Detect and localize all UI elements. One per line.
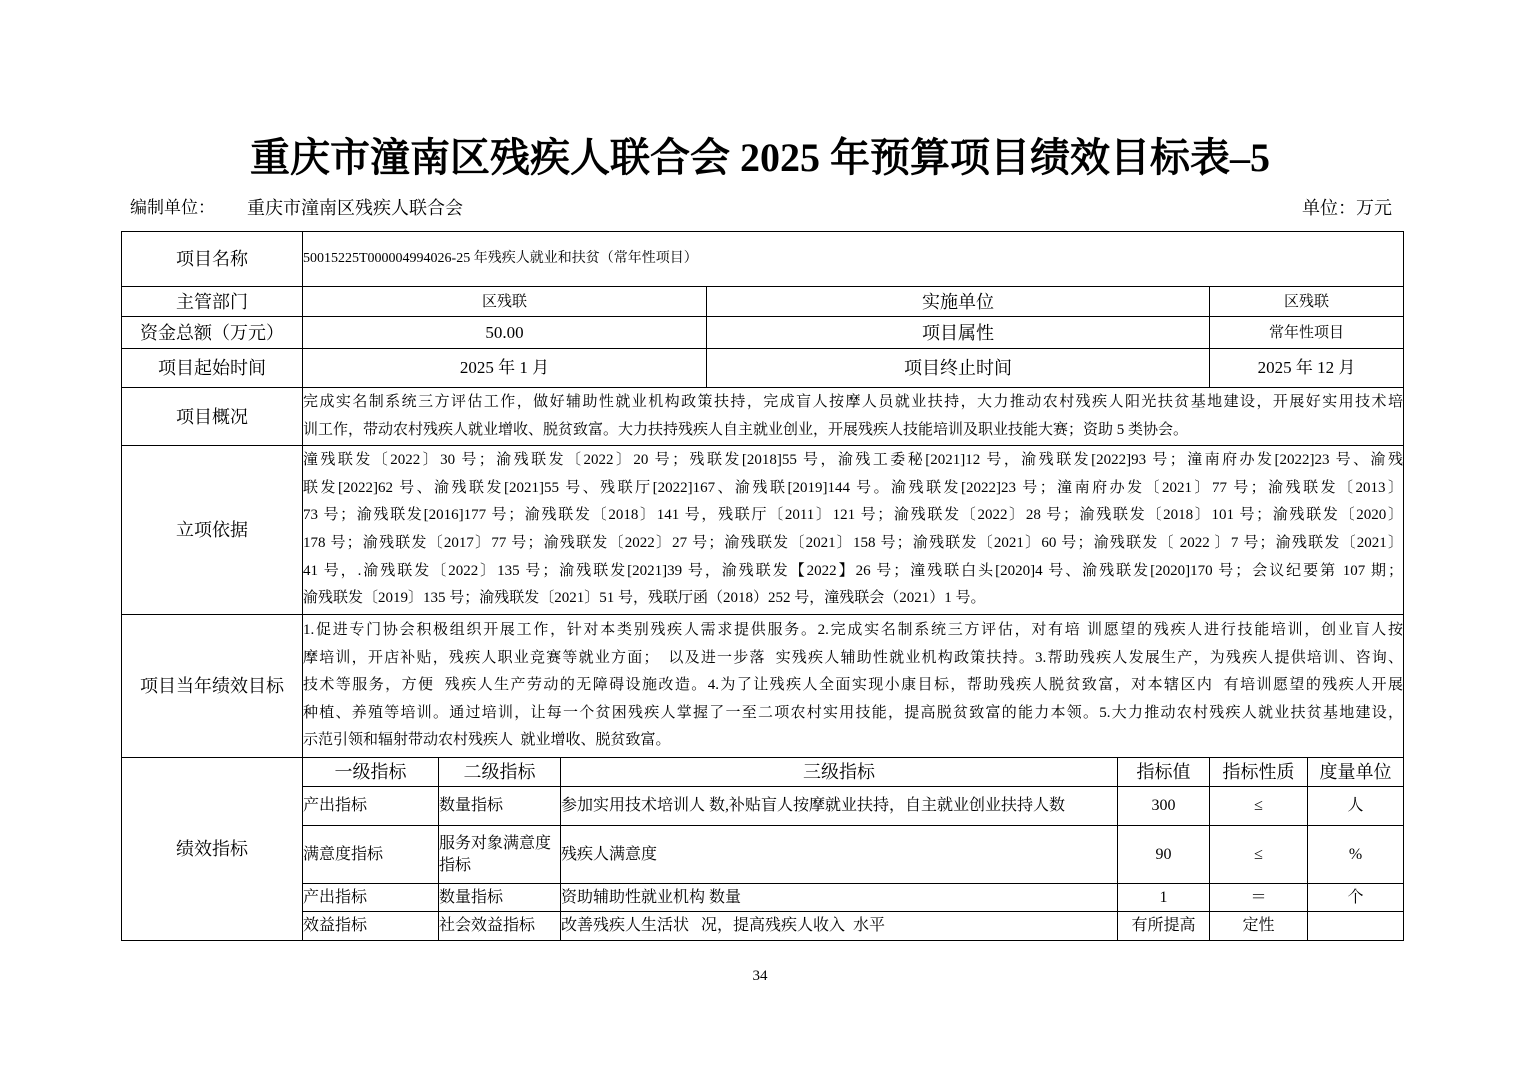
indicator-nature: ≤ bbox=[1210, 787, 1308, 826]
row-annual-goals bbox=[122, 615, 1404, 758]
annual-goals-line: 1.促进专门协会积极组织开展工作，针对本类别残疾人需求提供服务。2.完成实名制系统三方评估，对有培 训愿望的残疾人进行技能培训，创业盲人按 bbox=[303, 622, 1403, 639]
row-funds bbox=[122, 317, 1404, 349]
indicator-level2: 数量指标 bbox=[439, 787, 561, 826]
annual-goals-label: 项目当年绩效目标 bbox=[122, 615, 303, 758]
start-time-label: 项目起始时间 bbox=[122, 349, 303, 388]
indicator-header-value: 指标值 bbox=[1118, 758, 1210, 787]
overview-line: 训工作，带动农村残疾人就业增收、脱贫致富。大力扶持残疾人自主就业创业，开展残疾人技能培训及职业技能大赛；资助 5 类协会。 bbox=[303, 421, 1189, 438]
project-attribute-label: 项目属性 bbox=[707, 317, 1210, 349]
basis-line: 41 号，.渝残联发〔2022〕135 号；渝残联发[2021]39 号，渝残联发【2022】26 号；潼残联白头[2020]4 号、渝残联发[2020]170 号；会议纪要第 107 期； bbox=[303, 562, 1403, 579]
org-value: 重庆市潼南区残疾人联合会 bbox=[247, 198, 463, 218]
indicator-level3: 参加实用技术培训人 数,补贴盲人按摩就业扶持，自主就业创业扶持人数 bbox=[561, 787, 1118, 826]
indicators-label: 绩效指标 bbox=[122, 758, 303, 941]
annual-goals-text bbox=[303, 615, 1404, 758]
page-title: 重庆市潼南区残疾人联合会 2025 年预算项目绩效目标表–5 bbox=[250, 135, 1270, 180]
end-time-value: 2025 年 12 月 bbox=[1210, 349, 1404, 388]
indicator-header-unit: 度量单位 bbox=[1308, 758, 1404, 787]
implementer-label: 实施单位 bbox=[707, 287, 1210, 317]
overview-text bbox=[303, 388, 1404, 446]
indicator-unit: 个 bbox=[1308, 884, 1404, 912]
indicator-unit: % bbox=[1308, 826, 1404, 884]
indicator-row bbox=[122, 884, 1404, 912]
indicator-header-nature: 指标性质 bbox=[1210, 758, 1308, 787]
indicator-value: 有所提高 bbox=[1118, 912, 1210, 941]
indicator-level1: 效益指标 bbox=[303, 912, 439, 941]
indicator-value: 300 bbox=[1118, 787, 1210, 826]
department-label: 主管部门 bbox=[122, 287, 303, 317]
department-value: 区残联 bbox=[303, 287, 707, 317]
project-name-label: 项目名称 bbox=[122, 232, 303, 287]
org-label: 编制单位： bbox=[130, 198, 215, 217]
indicator-nature: 定性 bbox=[1210, 912, 1308, 941]
indicator-header-level1: 一级指标 bbox=[303, 758, 439, 787]
project-name-value: 50015225T000004994026-25 年残疾人就业和扶贫（常年性项目） bbox=[303, 232, 1404, 287]
row-basis bbox=[122, 446, 1404, 615]
indicator-level2: 服务对象满意度指标 bbox=[439, 826, 561, 884]
performance-target-table bbox=[121, 231, 1404, 941]
indicator-level2: 社会效益指标 bbox=[439, 912, 561, 941]
indicator-value: 90 bbox=[1118, 826, 1210, 884]
indicator-row bbox=[122, 826, 1404, 884]
project-attribute-value: 常年性项目 bbox=[1210, 317, 1404, 349]
page-number: 34 bbox=[752, 968, 768, 984]
row-time bbox=[122, 349, 1404, 388]
indicator-row bbox=[122, 912, 1404, 941]
basis-line: 潼残联发〔2022〕30 号；渝残联发〔2022〕20 号；残联发[2018]55 号，渝残工委秘[2021]12 号，渝残联发[2022]93 号；潼南府办发[2022]23 号、渝残 bbox=[303, 452, 1403, 469]
indicator-level1: 产出指标 bbox=[303, 884, 439, 912]
indicator-unit bbox=[1308, 912, 1404, 941]
annual-goals-line: 示范引领和辐射带动农村残疾人 就业增收、脱贫致富。 bbox=[303, 732, 671, 749]
indicator-row bbox=[122, 787, 1404, 826]
basis-line: 渝残联发〔2019〕135 号；渝残联发〔2021〕51 号，残联厅函（2018）252 号，潼残联会（2021）1 号。 bbox=[303, 590, 986, 607]
indicator-level3: 改善残疾人生活状 况，提高残疾人收入 水平 bbox=[561, 912, 1118, 941]
start-time-value: 2025 年 1 月 bbox=[303, 349, 707, 388]
indicator-level3: 残疾人满意度 bbox=[561, 826, 1118, 884]
row-overview bbox=[122, 388, 1404, 446]
indicator-nature: ≤ bbox=[1210, 826, 1308, 884]
indicator-value: 1 bbox=[1118, 884, 1210, 912]
basis-text bbox=[303, 446, 1404, 615]
indicator-header-level3: 三级指标 bbox=[561, 758, 1118, 787]
indicator-level3: 资助辅助性就业机构 数量 bbox=[561, 884, 1118, 912]
basis-line: 73 号；渝残联发[2016]177 号；渝残联发〔2018〕141 号，残联厅〔2011〕121 号；渝残联发〔2022〕28 号；渝残联发〔2018〕101 号；渝残联发〔2020〕 bbox=[303, 507, 1403, 524]
annual-goals-line: 摩培训，开店补贴，残疾人职业竞赛等就业方面； 以及进一步落 实残疾人辅助性就业机构政策扶持。3.帮助残疾人发展生产，为残疾人提供培训、咨询、 bbox=[303, 649, 1403, 666]
basis-line: 联发[2022]62 号、渝残联发[2021]55 号、残联厅[2022]167、渝残联[2019]144 号。渝残联发[2022]23 号；潼南府办发〔2021〕77 号；渝残联发〔2013〕 bbox=[303, 479, 1403, 496]
row-department bbox=[122, 287, 1404, 317]
basis-line: 178 号；渝残联发〔2017〕77 号；渝残联发〔2022〕27 号；渝残联发〔2021〕158 号；渝残联发〔2021〕60 号；渝残联发〔 2022 〕7 号；渝残联发〔2021〕 bbox=[303, 535, 1403, 551]
total-funds-label: 资金总额（万元） bbox=[122, 317, 303, 349]
indicator-level1: 满意度指标 bbox=[303, 826, 439, 884]
unit-label: 单位：万元 bbox=[1302, 198, 1392, 218]
total-funds-value: 50.00 bbox=[303, 317, 707, 349]
implementer-value: 区残联 bbox=[1210, 287, 1404, 317]
indicator-level1: 产出指标 bbox=[303, 787, 439, 826]
basis-label: 立项依据 bbox=[122, 446, 303, 615]
overview-line: 完成实名制系统三方评估工作，做好辅助性就业机构政策扶持，完成盲人按摩人员就业扶持，大力推动农村残疾人阳光扶贫基地建设，开展好实用技术培 bbox=[303, 393, 1403, 410]
end-time-label: 项目终止时间 bbox=[707, 349, 1210, 388]
annual-goals-line: 技术等服务，方便 残疾人生产劳动的无障碍设施改造。4.为了让残疾人全面实现小康目标，帮助残疾人脱贫致富，对本辖区内 有培训愿望的残疾人开展 bbox=[303, 677, 1403, 694]
annual-goals-line: 种植、养殖等培训。通过培训，让每一个贫困残疾人掌握了一至二项农村实用技能，提高脱贫致富的能力本领。5.大力推动农村残疾人就业扶贫基地建设， bbox=[303, 704, 1403, 721]
row-project-name bbox=[122, 232, 1404, 287]
indicator-unit: 人 bbox=[1308, 787, 1404, 826]
row-indicator-header bbox=[122, 758, 1404, 787]
indicator-level2: 数量指标 bbox=[439, 884, 561, 912]
indicator-nature: ＝ bbox=[1210, 884, 1308, 912]
overview-label: 项目概况 bbox=[122, 388, 303, 446]
indicator-header-level2: 二级指标 bbox=[439, 758, 561, 787]
